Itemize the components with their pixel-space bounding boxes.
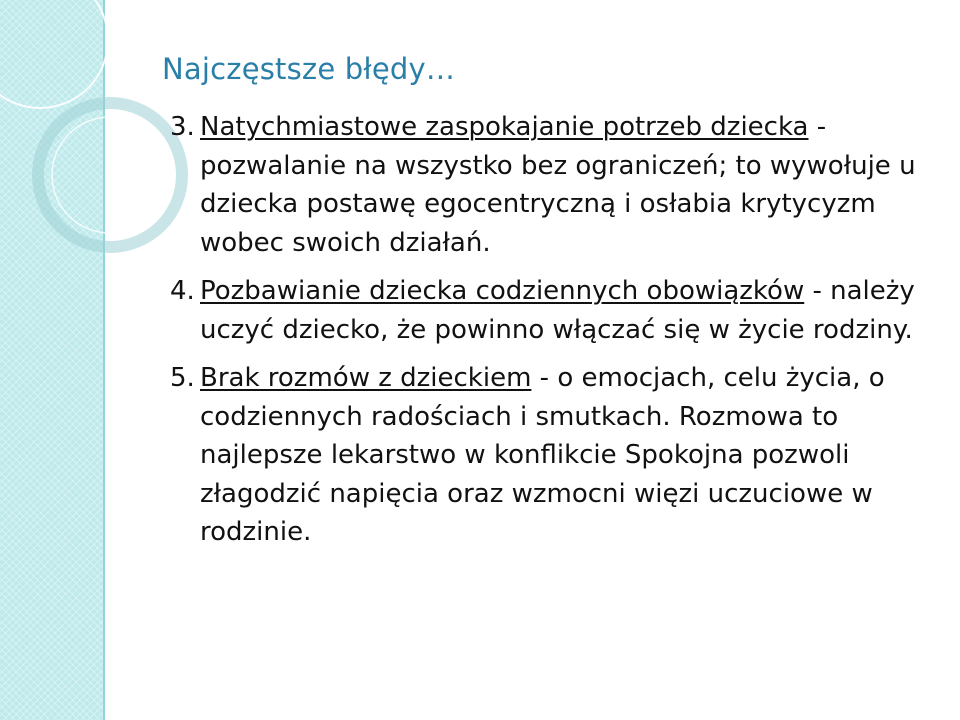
item-heading: Pozbawianie dziecka codziennych obowiązków — [200, 276, 805, 306]
item-number: 3. — [170, 112, 195, 142]
item-number: 4. — [170, 276, 195, 306]
slide-content — [170, 108, 930, 562]
item-number: 5. — [170, 363, 195, 393]
list-item — [170, 272, 930, 349]
item-text: - o emocjach, celu życia, o codziennych radościach i smutkach. Rozmowa to najlepsze lekarstwo w konflikcie Spokojna pozwoli złagodzić napięcia oraz wzmocni więzi uczuciowe w rodzinie. — [200, 363, 885, 547]
item-text: - należy uczyć dziecko, że powinno włączać się w życie rodziny. — [200, 276, 915, 345]
list-item — [170, 359, 930, 552]
item-heading: Brak rozmów z dzieckiem — [200, 363, 532, 393]
list-item — [170, 108, 930, 262]
slide-title: Najczęstsze błędy… — [162, 52, 456, 86]
item-text: - pozwalanie na wszystko bez ograniczeń; to wywołuje u dziecka postawę egocentryczną i osłabia krytycyzm wobec swoich działań. — [200, 112, 916, 258]
item-heading: Natychmiastowe zaspokajanie potrzeb dziecka — [200, 112, 809, 142]
